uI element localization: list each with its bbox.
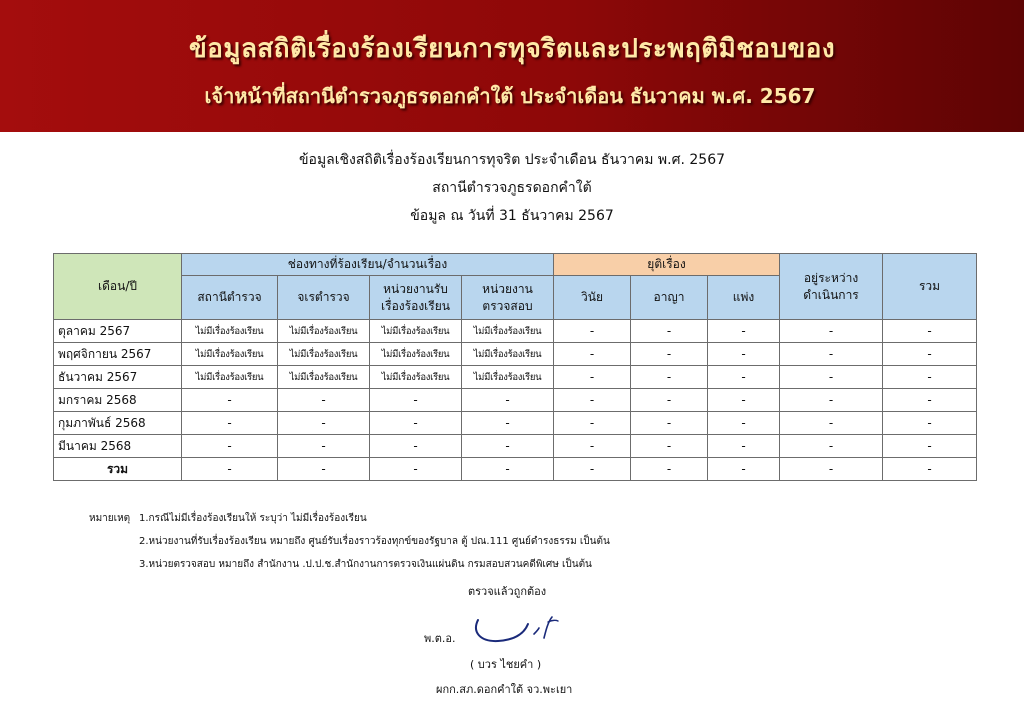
cell: - [883,389,977,412]
cell: - [631,366,708,389]
cell: - [182,389,278,412]
title-banner [0,0,1024,132]
cell: - [462,412,554,435]
row-month: ตุลาคม 2567 [54,320,182,343]
cell: - [278,458,370,481]
cell: - [631,435,708,458]
header-audit-agency: หน่วยงาน ตรวจสอบ [462,276,554,320]
certified-text: ตรวจแล้วถูกต้อง [468,585,547,598]
cell: ไม่มีเรื่องร้องเรียน [462,366,554,389]
document-heading [0,146,1024,230]
cell: ไม่มีเรื่องร้องเรียน [370,320,462,343]
cell: ไม่มีเรื่องร้องเรียน [278,343,370,366]
cell: - [182,458,278,481]
cell: - [883,343,977,366]
cell: - [631,389,708,412]
table-total-row [54,458,977,481]
cell: - [883,320,977,343]
cell: - [554,366,631,389]
note-2: 2.หน่วยงานที่รับเรื่องร้องเรียน หมายถึง ศูนย์รับเรื่องราวร้องทุกข์ของรัฐบาล ตู้ ปณ.111 ศูนย์ดำรงธรรม เป็นต้น [139,536,610,547]
cell: - [278,412,370,435]
heading-line2: สถานีตำรวจภูธรดอกคำใต้ [432,180,592,196]
row-month: พฤศจิกายน 2567 [54,343,182,366]
cell: - [780,412,883,435]
header-complaint-agency: หน่วยงานรับ เรื่องร้องเรียน [370,276,462,320]
cell: - [708,343,780,366]
complaint-statistics-table [53,253,977,481]
cell: - [708,389,780,412]
row-month: ธันวาคม 2567 [54,366,182,389]
cell: ไม่มีเรื่องร้องเรียน [182,320,278,343]
cell: - [554,389,631,412]
heading-line1: ข้อมูลเชิงสถิติเรื่องร้องเรียนการทุจริต ประจำเดือน ธันวาคม พ.ศ. 2567 [298,152,726,168]
cell: - [631,343,708,366]
cell: - [631,412,708,435]
notes-section [89,507,610,576]
cell: - [370,412,462,435]
row-month: กุมภาพันธ์ 2568 [54,412,182,435]
cell: - [708,458,780,481]
note-1: 1.กรณีไม่มีเรื่องร้องเรียนให้ ระบุว่า ไม่มีเรื่องร้องเรียน [139,513,367,524]
cell: - [883,435,977,458]
cell: - [278,435,370,458]
cell: - [780,458,883,481]
signature-image [468,608,563,648]
banner-title-line2: เจ้าหน้าที่สถานีตำรวจภูธรดอกคำใต้ ประจำเดือน ธันวาคม พ.ศ. 2567 [204,84,816,108]
heading-line3: ข้อมูล ณ วันที่ 31 ธันวาคม 2567 [410,208,614,224]
cell: ไม่มีเรื่องร้องเรียน [182,366,278,389]
cell: - [780,320,883,343]
header-discipline: วินัย [554,276,631,320]
cell: - [182,412,278,435]
cell: - [278,389,370,412]
header-police-station: สถานีตำรวจ [182,276,278,320]
header-in-progress: อยู่ระหว่าง ดำเนินการ [780,254,883,320]
cell: - [462,458,554,481]
table-row [54,412,977,435]
row-total-label: รวม [54,458,182,481]
banner-title-line1: ข้อมูลสถิติเรื่องร้องเรียนการทุจริตและประพฤติมิชอบของ [188,34,836,64]
header-criminal: อาญา [631,276,708,320]
signer-rank: พ.ต.อ. [424,632,456,645]
cell: - [883,458,977,481]
cell: ไม่มีเรื่องร้องเรียน [278,366,370,389]
cell: - [780,343,883,366]
cell: - [708,435,780,458]
header-month: เดือน/ปี [54,254,182,320]
cell: - [370,389,462,412]
cell: - [554,412,631,435]
cell: - [883,412,977,435]
cell: ไม่มีเรื่องร้องเรียน [370,366,462,389]
cell: - [462,389,554,412]
header-channels-group: ช่องทางที่ร้องเรียน/จำนวนเรื่อง [182,254,554,276]
table-row [54,389,977,412]
cell: - [708,366,780,389]
table-row [54,320,977,343]
header-police-inspector: จเรตำรวจ [278,276,370,320]
row-month: มกราคม 2568 [54,389,182,412]
cell: - [708,320,780,343]
table-row [54,343,977,366]
cell: - [554,435,631,458]
cell: - [631,458,708,481]
cell: - [780,389,883,412]
cell: - [370,435,462,458]
notes-label: หมายเหตุ [89,513,131,524]
note-3: 3.หน่วยตรวจสอบ หมายถึง สำนักงาน .ป.ป.ช.สำนักงานการตรวจเงินแผ่นดิน กรมสอบสวนคดีพิเศษ เป็นต้น [139,559,592,570]
cell: - [182,435,278,458]
cell: ไม่มีเรื่องร้องเรียน [462,320,554,343]
cell: - [370,458,462,481]
cell: ไม่มีเรื่องร้องเรียน [370,343,462,366]
cell: - [554,320,631,343]
cell: - [780,435,883,458]
header-total: รวม [883,254,977,320]
table-row [54,435,977,458]
cell: ไม่มีเรื่องร้องเรียน [462,343,554,366]
cell: - [631,320,708,343]
header-resolved-group: ยุติเรื่อง [554,254,780,276]
signer-name: ( บวร ไชยคำ ) [470,658,542,671]
cell: ไม่มีเรื่องร้องเรียน [278,320,370,343]
cell: ไม่มีเรื่องร้องเรียน [182,343,278,366]
cell: - [554,343,631,366]
cell: - [554,458,631,481]
cell: - [462,435,554,458]
cell: - [708,412,780,435]
row-month: มีนาคม 2568 [54,435,182,458]
cell: - [883,366,977,389]
cell: - [780,366,883,389]
header-civil: แพ่ง [708,276,780,320]
table-row [54,366,977,389]
signer-position: ผกก.สภ.ดอกคำใต้ จว.พะเยา [436,683,573,696]
